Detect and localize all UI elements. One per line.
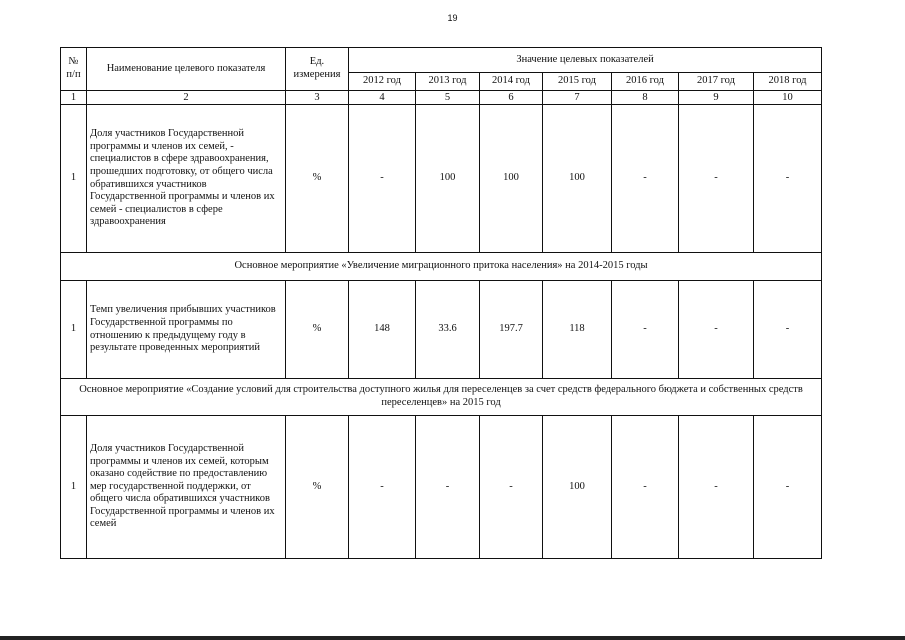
value-2012: - (349, 105, 416, 253)
header-year: 2016 год (612, 73, 679, 91)
unit: % (286, 416, 349, 559)
table-row (61, 281, 822, 379)
value-2014: - (480, 416, 543, 559)
value-2012: 148 (349, 281, 416, 379)
scan-edge-line (0, 636, 905, 640)
value-2015: 100 (543, 416, 612, 559)
indicator-name: Доля участников Государственной программы и членов их семей, - специалистов в сфере здравоохранения, прошедших подготовку, от общего числа обратившихся участников Государственной программы и членов их семей - специалистов в сфере здравоохранения (87, 105, 286, 253)
indicator-name: Доля участников Государственной программы и членов их семей, которым оказано содействие по предоставлению мер государственной поддержки, от общего числа обратившихся участников Государственной программы и членов их семей (87, 416, 286, 559)
value-2013: 33.6 (416, 281, 480, 379)
value-2014: 197.7 (480, 281, 543, 379)
table-row (61, 416, 822, 559)
column-number: 1 (61, 91, 87, 105)
header-num: № п/п (61, 48, 87, 91)
indicator-name: Темп увеличения прибывших участников Государственной программы по отношению к предыдущему году в результате проведенных мероприятий (87, 281, 286, 379)
value-2015: 118 (543, 281, 612, 379)
section-row (61, 253, 822, 281)
section-title: Основное мероприятие «Увеличение миграционного притока населения» на 2014-2015 годы (61, 253, 822, 281)
value-2015: 100 (543, 105, 612, 253)
header-year: 2013 год (416, 73, 480, 91)
section-row (61, 379, 822, 416)
value-2013: - (416, 416, 480, 559)
header-unit: Ед. измерения (286, 48, 349, 91)
header-year: 2017 год (679, 73, 754, 91)
header-year: 2014 год (480, 73, 543, 91)
value-2016: - (612, 105, 679, 253)
column-number-row (61, 91, 822, 105)
value-2013: 100 (416, 105, 480, 253)
value-2018: - (754, 281, 822, 379)
value-2012: - (349, 416, 416, 559)
unit: % (286, 105, 349, 253)
value-2014: 100 (480, 105, 543, 253)
column-number: 4 (349, 91, 416, 105)
column-number: 3 (286, 91, 349, 105)
column-number: 2 (87, 91, 286, 105)
unit: % (286, 281, 349, 379)
row-num: 1 (61, 105, 87, 253)
column-number: 10 (754, 91, 822, 105)
header-year: 2015 год (543, 73, 612, 91)
value-2017: - (679, 416, 754, 559)
header-year: 2018 год (754, 73, 822, 91)
value-2017: - (679, 281, 754, 379)
column-number: 8 (612, 91, 679, 105)
value-2016: - (612, 281, 679, 379)
section-title: Основное мероприятие «Создание условий для строительства доступного жилья для переселенцев за счет средств федерального бюджета и собственных средств переселенцев» на 2015 год (61, 379, 822, 416)
table-row (61, 105, 822, 253)
column-number: 9 (679, 91, 754, 105)
header-values-group: Значение целевых показателей (349, 48, 822, 73)
column-number: 5 (416, 91, 480, 105)
header-year: 2012 год (349, 73, 416, 91)
row-num: 1 (61, 416, 87, 559)
page-number: 19 (447, 13, 458, 23)
value-2018: - (754, 105, 822, 253)
value-2017: - (679, 105, 754, 253)
column-number: 6 (480, 91, 543, 105)
header-row (61, 48, 822, 73)
column-number: 7 (543, 91, 612, 105)
target-indicators-table (60, 47, 822, 559)
header-name: Наименование целевого показателя (87, 48, 286, 91)
value-2016: - (612, 416, 679, 559)
row-num: 1 (61, 281, 87, 379)
value-2018: - (754, 416, 822, 559)
